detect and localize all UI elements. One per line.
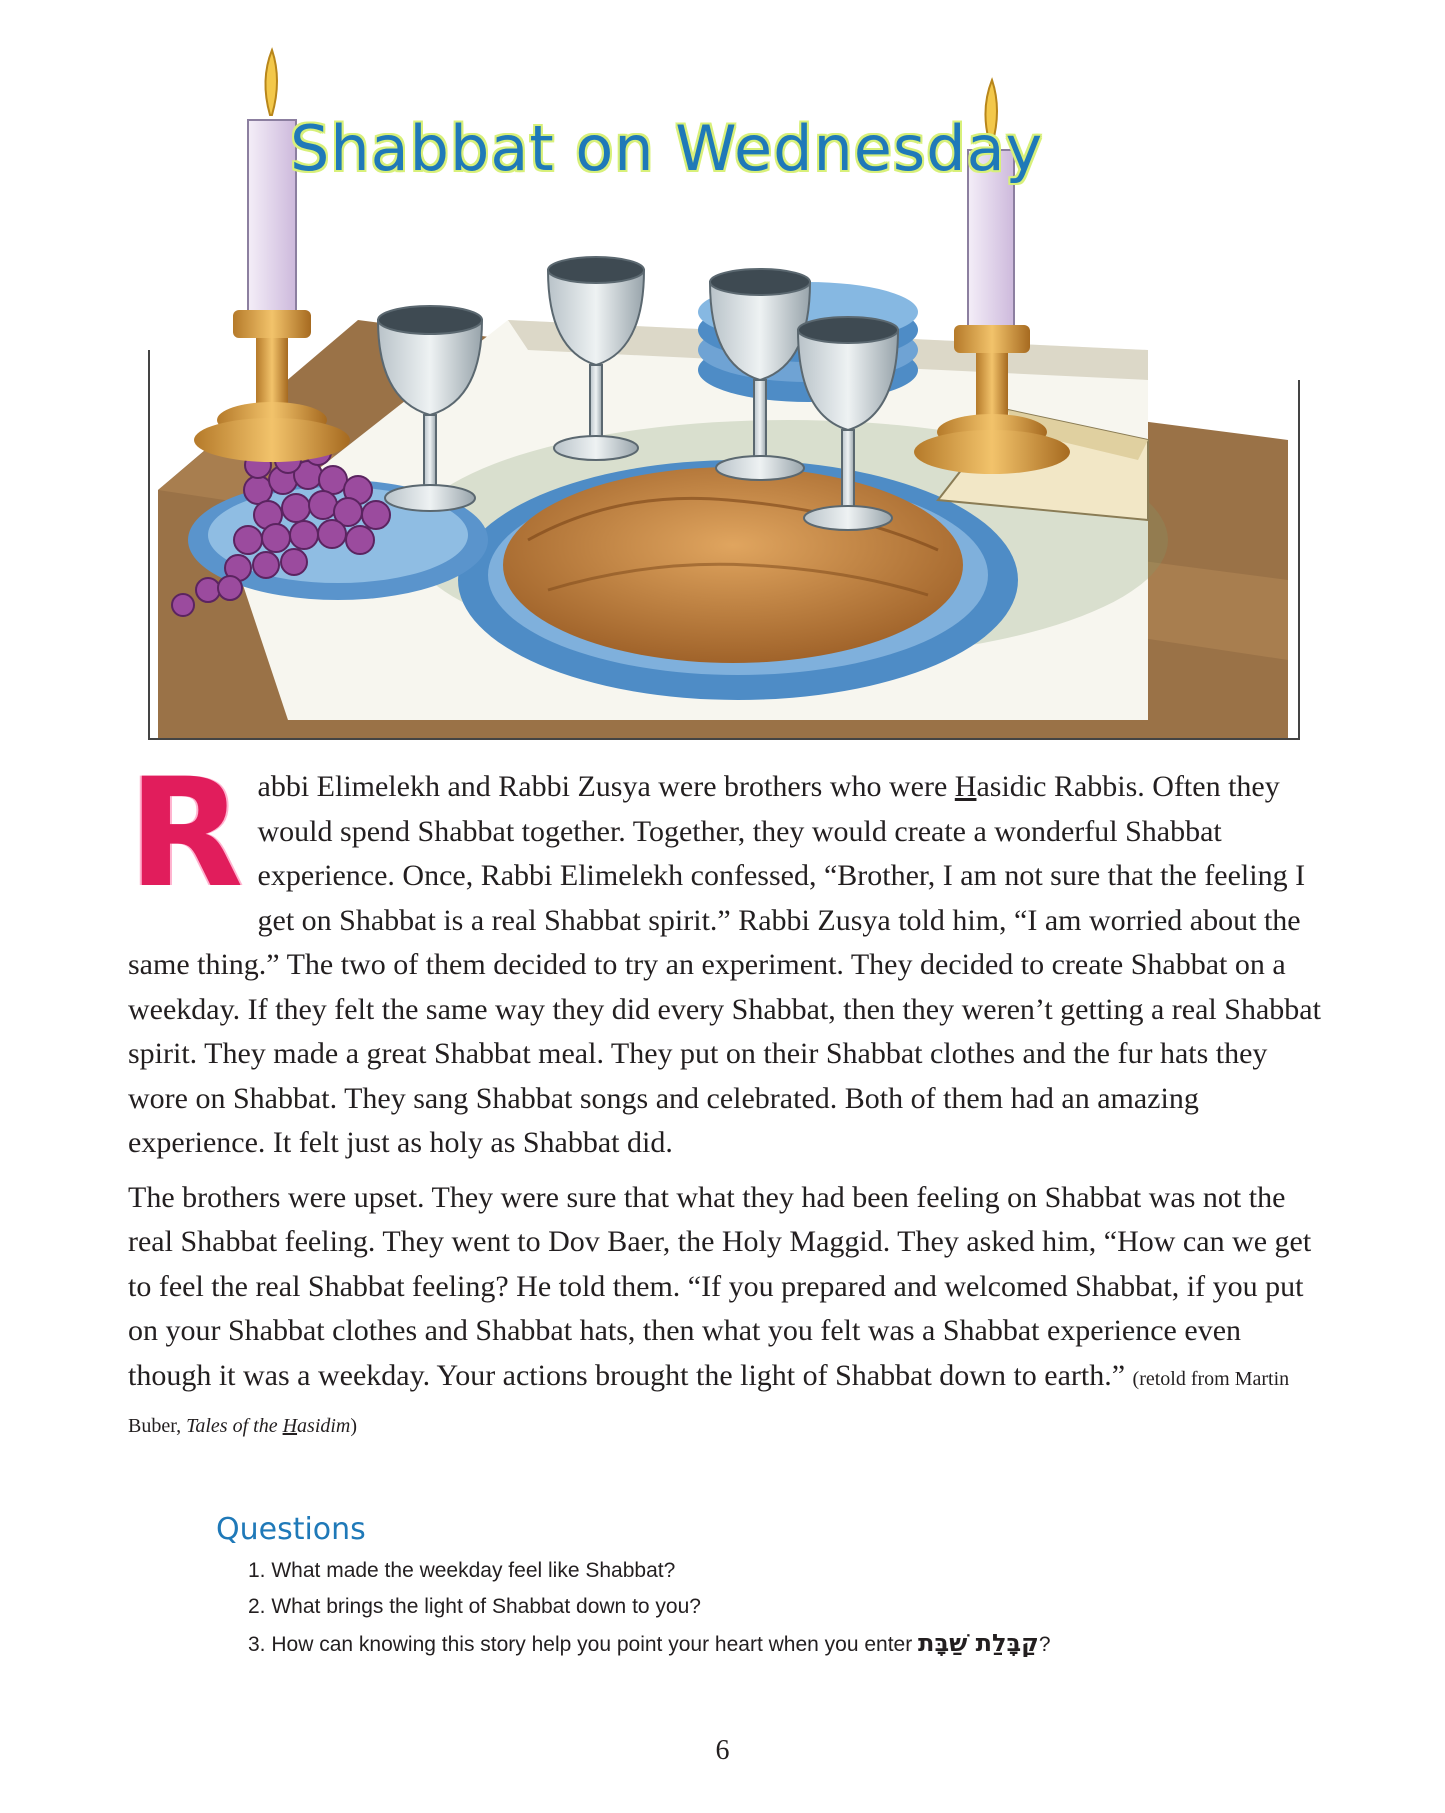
story-text	[128, 747, 1328, 1459]
story-paragraph-2	[128, 1176, 1328, 1449]
questions-heading: Questions	[216, 1512, 366, 1547]
page-title: Shabbat on Wednesday	[290, 112, 1044, 185]
citation-title-underlined-h: H	[282, 1415, 298, 1437]
story-paragraph-1-text-b: asidic Rabbis. Often they would spend Shabbat together. Together, they would create a wonderful Shabbat experience. Once, Rabbi Elimelekh confessed, “Brother, I am not sure that the feeling I get on Shabbat is a real Shabbat spirit.” Rabbi Zusya told him, “I am worried about the same thing.” The two of them decided to try an experiment. They decided to create Shabbat on a weekday. If they felt the same way they did every Shabbat, then they weren’t getting a real Shabbat spirit. They made a great Shabbat meal. They put on their Shabbat clothes and the fur hats they wore on Shabbat. They sang Shabbat songs and celebrated. Both of them had an amazing experience. It felt just as holy as Shabbat did.	[128, 770, 1321, 1159]
citation-title-b: asidim	[297, 1415, 351, 1437]
questions-section	[216, 1512, 1216, 1663]
questions-list	[216, 1553, 1216, 1663]
story-paragraph-2-text: The brothers were upset. They were sure that what they had been feeling on Shabbat was not the real Shabbat feeling. They went to Dov Baer, the Holy Maggid. They asked him, “How can we get to feel the real Shabbat feeling? He told them. “If you prepared and welcomed Shabbat, if you put on your Shabbat clothes and Shabbat hats, then what you felt was a Shabbat experience even though it was a weekday. Your actions brought the light of Shabbat down to earth.”	[128, 1180, 1312, 1392]
page-number: 6	[715, 1735, 730, 1766]
citation-book-title	[186, 1415, 350, 1437]
story-paragraph-1-underlined-h: H	[954, 770, 977, 803]
citation-title-a: Tales of the	[186, 1415, 283, 1437]
question-3	[248, 1625, 1216, 1663]
citation-suffix: )	[350, 1415, 358, 1437]
question-1: 1. What made the weekday feel like Shabbat?	[248, 1559, 676, 1582]
question-3-text: 3. How can knowing this story help you point your heart when you enter	[248, 1633, 919, 1656]
question-3-end: ?	[1038, 1633, 1051, 1656]
question-2: 2. What brings the light of Shabbat down to you?	[248, 1595, 701, 1618]
drop-cap: R	[128, 747, 244, 921]
story-paragraph-1	[128, 747, 1328, 1166]
story-paragraph-1-text-a: abbi Elimelekh and Rabbi Zusya were brothers who were	[257, 770, 955, 803]
citation-prefix: (retold from Martin Buber,	[128, 1367, 1290, 1437]
question-3-hebrew: קַבָּלַת שַׁבָּת	[918, 1629, 1039, 1657]
